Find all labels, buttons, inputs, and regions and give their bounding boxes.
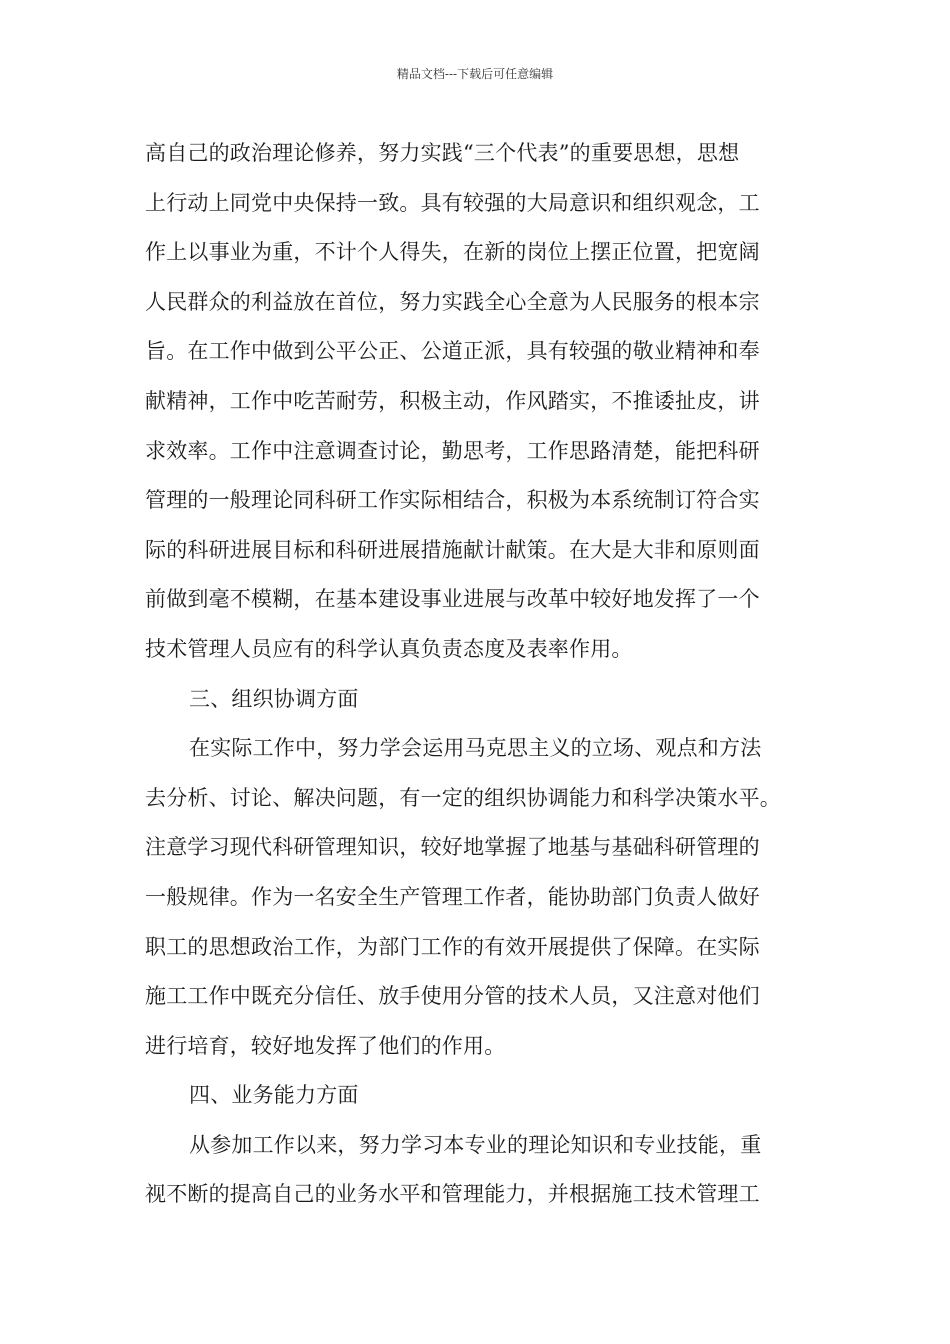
body-line: 施工工作中既充分信任、放手使用分管的技术人员，又注意对他们 (145, 984, 760, 1009)
body-line: 从参加工作以来，努力学习本专业的理论知识和专业技能，重 (189, 1132, 762, 1157)
body-line: 旨。在工作中做到公平公正、公道正派，具有较强的敬业精神和奉 (145, 339, 760, 364)
body-line: 注意学习现代科研管理知识，较好地掌握了地基与基础科研管理的 (145, 835, 760, 860)
body-line: 职工的思想政治工作，为部门工作的有效开展提供了保障。在实际 (145, 934, 760, 959)
document-body (145, 129, 845, 1220)
body-line: 前做到毫不模糊，在基本建设事业进展与改革中较好地发挥了一个 (145, 587, 760, 612)
body-line: 上行动上同党中央保持一致。具有较强的大局意识和组织观念，工 (145, 190, 760, 215)
body-line: 去分析、讨论、解决问题，有一定的组织协调能力和科学决策水平。 (145, 785, 781, 810)
body-line: 管理的一般理论同科研工作实际相结合，积极为本系统制订符合实 (145, 488, 760, 513)
body-line: 献精神，工作中吃苦耐劳，积极主动，作风踏实，不推诿扯皮，讲 (145, 388, 760, 413)
body-line: 作上以事业为重，不计个人得失，在新的岗位上摆正位置，把宽阔 (145, 240, 760, 265)
body-line: 视不断的提高自己的业务水平和管理能力，并根据施工技术管理工 (145, 1182, 760, 1207)
body-line: 际的科研进展目标和科研进展措施献计献策。在大是大非和原则面 (145, 537, 760, 562)
section-heading: 四、业务能力方面 (189, 1083, 359, 1108)
body-line: 高自己的政治理论修养，努力实践“三个代表”的重要思想，思想 (145, 141, 740, 165)
body-line: 在实际工作中，努力学会运用马克思主义的立场、观点和方法 (189, 736, 762, 761)
body-line: 技术管理人员应有的科学认真负责态度及表率作用。 (145, 636, 633, 661)
page-header: 精品文档---下载后可任意编辑 (396, 67, 554, 81)
body-line: 进行培育，较好地发挥了他们的作用。 (145, 1033, 506, 1058)
body-line: 人民群众的利益放在首位，努力实践全心全意为人民服务的根本宗 (145, 289, 760, 314)
body-line: 一般规律。作为一名安全生产管理工作者，能协助部门负责人做好 (145, 884, 760, 909)
body-line: 求效率。工作中注意调查讨论，勤思考，工作思路清楚，能把科研 (145, 438, 760, 463)
section-heading: 三、组织协调方面 (189, 686, 359, 711)
